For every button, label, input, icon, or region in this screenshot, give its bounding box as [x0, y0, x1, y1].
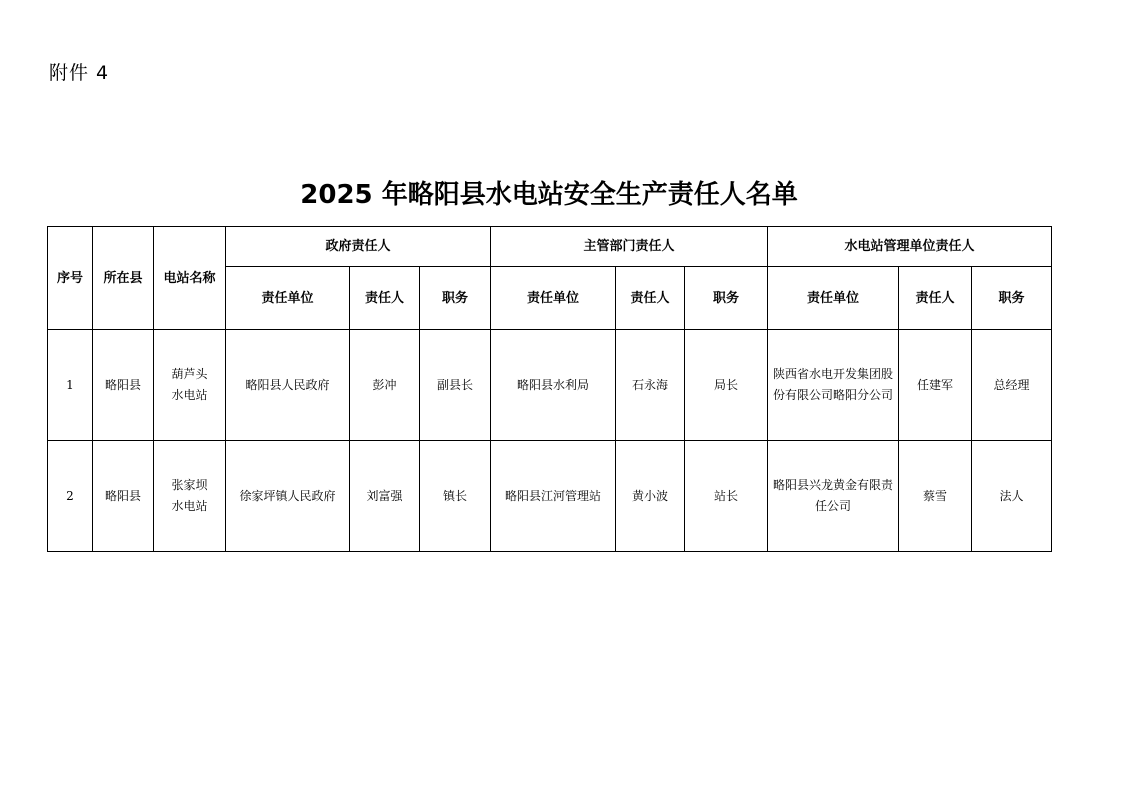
- responsibility-table: [47, 226, 1052, 552]
- header-dept-person: 责任人: [616, 267, 685, 330]
- header-mgmt-group: 水电站管理单位责任人: [768, 227, 1052, 267]
- cell-gov-person: 刘富强: [350, 441, 420, 552]
- cell-county: 略阳县: [93, 330, 154, 441]
- cell-mgmt-person: 蔡雪: [899, 441, 972, 552]
- cell-mgmt-position: 总经理: [972, 330, 1052, 441]
- cell-gov-unit: 徐家坪镇人民政府: [226, 441, 350, 552]
- cell-dept-person: 黄小波: [616, 441, 685, 552]
- cell-gov-person: 彭冲: [350, 330, 420, 441]
- cell-dept-person: 石永海: [616, 330, 685, 441]
- header-mgmt-person: 责任人: [899, 267, 972, 330]
- header-dept-unit: 责任单位: [491, 267, 616, 330]
- cell-gov-position: 副县长: [420, 330, 491, 441]
- header-gov-person: 责任人: [350, 267, 420, 330]
- cell-dept-position: 站长: [685, 441, 768, 552]
- table-row: [48, 330, 1052, 441]
- header-gov-group: 政府责任人: [226, 227, 491, 267]
- header-dept-position: 职务: [685, 267, 768, 330]
- header-index: 序号: [48, 227, 93, 330]
- header-gov-unit: 责任单位: [226, 267, 350, 330]
- cell-mgmt-unit: 陕西省水电开发集团股份有限公司略阳分公司: [768, 330, 899, 441]
- cell-station: 张家坝水电站: [154, 441, 226, 552]
- cell-dept-unit: 略阳县水利局: [491, 330, 616, 441]
- header-mgmt-unit: 责任单位: [768, 267, 899, 330]
- header-station-name: 电站名称: [154, 227, 226, 330]
- cell-county: 略阳县: [93, 441, 154, 552]
- attachment-label: 附件 4: [49, 62, 110, 84]
- header-dept-group: 主管部门责任人: [491, 227, 768, 267]
- cell-gov-unit: 略阳县人民政府: [226, 330, 350, 441]
- table-header-row-1: [48, 227, 1052, 267]
- document-title: 2025 年略阳县水电站安全生产责任人名单: [300, 180, 798, 210]
- header-county: 所在县: [93, 227, 154, 330]
- header-mgmt-position: 职务: [972, 267, 1052, 330]
- cell-station: 葫芦头水电站: [154, 330, 226, 441]
- cell-mgmt-unit: 略阳县兴龙黄金有限责任公司: [768, 441, 899, 552]
- cell-dept-position: 局长: [685, 330, 768, 441]
- cell-index: 1: [48, 330, 93, 441]
- cell-mgmt-person: 任建军: [899, 330, 972, 441]
- cell-gov-position: 镇长: [420, 441, 491, 552]
- cell-dept-unit: 略阳县江河管理站: [491, 441, 616, 552]
- cell-index: 2: [48, 441, 93, 552]
- table-row: [48, 441, 1052, 552]
- cell-mgmt-position: 法人: [972, 441, 1052, 552]
- header-gov-position: 职务: [420, 267, 491, 330]
